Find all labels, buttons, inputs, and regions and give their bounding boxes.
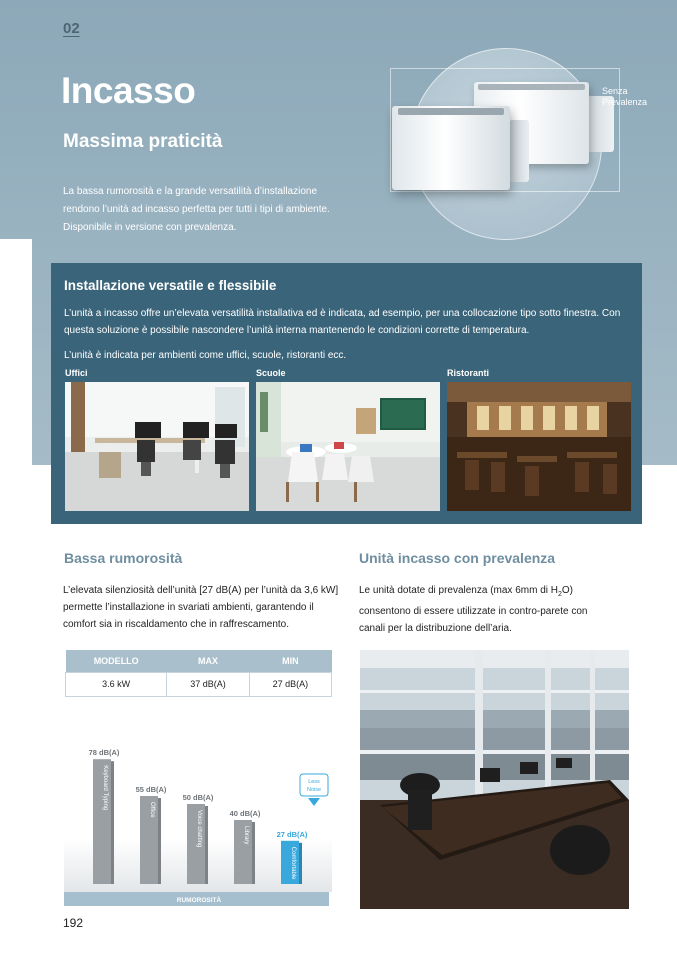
- unit-front-grille: [398, 108, 504, 115]
- table-cell: 37 dB(A): [167, 672, 249, 696]
- installation-title: Installazione versatile e flessibile: [64, 278, 277, 293]
- chart-bar-side: [252, 822, 255, 884]
- installation-paragraph: L’unità a incasso offre un’elevata versatilità installativa ed è indicata, ad esempio, per una collocazione tipo sotto finestra. Con questa soluzione è possibile nascondere l’unità interna mantenendo le condizioni corrette di temperatura.: [64, 308, 621, 336]
- chart-category-label: Keyboard Typing: [102, 765, 108, 811]
- office-photo: [65, 382, 249, 511]
- chart-value-label: 55 dB(A): [135, 785, 167, 794]
- chart-category-label: Comfortable: [290, 846, 296, 880]
- x-axis-label: RUMOROSITÀ: [176, 897, 222, 904]
- chart-bar-side: [158, 798, 161, 884]
- table-header: MODELLO: [66, 650, 167, 672]
- noise-section-title: Bassa rumorosità: [64, 550, 183, 566]
- unit-front-side: [509, 120, 529, 182]
- chart-category-label: Library: [243, 826, 249, 845]
- table-header: MAX: [167, 650, 249, 672]
- badge-text: Less: [308, 779, 320, 785]
- chart-value-label: 50 dB(A): [182, 793, 214, 802]
- down-arrow-icon: [308, 798, 320, 806]
- prevalenza-section-title: Unità incasso con prevalenza: [359, 550, 556, 566]
- prevalenza-paragraph: Le unità dotate di prevalenza (max 6mm di $H_2O$) consentono di essere utilizzate in contro-parete con canali per la distribuzione dell’aria.: [359, 585, 588, 634]
- page-subtitle: Massima praticità: [63, 131, 223, 152]
- table-header: MIN: [249, 650, 331, 672]
- photo-label-scuole: Scuole: [256, 368, 286, 378]
- chart-value-label: 27 dB(A): [276, 829, 308, 839]
- meeting-room-photo: [360, 650, 629, 909]
- table-row: [66, 672, 332, 696]
- chart-value-label: 40 dB(A): [229, 809, 261, 818]
- page-title: Incasso: [61, 70, 196, 111]
- noise-chart: [64, 738, 332, 910]
- unit-back-grille: [478, 84, 585, 90]
- school-photo: [256, 382, 440, 511]
- chart-bar-side: [299, 843, 302, 884]
- indoor-unit-image: [392, 106, 510, 190]
- product-label: Senza Prevalenza: [602, 86, 648, 107]
- photo-label-uffici: Uffici: [65, 368, 88, 378]
- noise-spec-table: [65, 650, 332, 697]
- noise-paragraph: L’elevata silenziosità dell’unità [27 dB(A) per l’unità da 3,6 kW] permette l’installazione in svariati ambienti, garantendo il comfort sia in riscaldamento che in raffrescamento.: [63, 585, 339, 630]
- chart-value-label: 78 dB(A): [88, 748, 120, 758]
- chart-bar-side: [205, 806, 208, 884]
- restaurant-photo: [447, 382, 631, 511]
- table-cell: 27 dB(A): [249, 672, 331, 696]
- section-number: 02: [63, 20, 80, 37]
- table-header-row: [66, 650, 332, 672]
- intro-paragraph: La bassa rumorosità e la grande versatilità d’installazione rendono l’unità ad incasso perfetta per tutti i tipi di ambiente. Disponibile in versione con prevalenza.: [63, 186, 330, 233]
- table-cell: 3.6 kW: [66, 672, 167, 696]
- chart-category-label: Office: [149, 802, 155, 818]
- chart-bar-side: [111, 761, 114, 884]
- less-noise-badge: [300, 774, 328, 806]
- photo-label-ristoranti: Ristoranti: [447, 368, 490, 378]
- chart-category-label: Voice chatting: [196, 810, 202, 848]
- badge-text: Noise: [306, 787, 322, 793]
- page-number: 192: [63, 916, 84, 930]
- installation-paragraph: L’unità è indicata per ambienti come uffici, scuole, ristoranti ecc.: [64, 350, 347, 361]
